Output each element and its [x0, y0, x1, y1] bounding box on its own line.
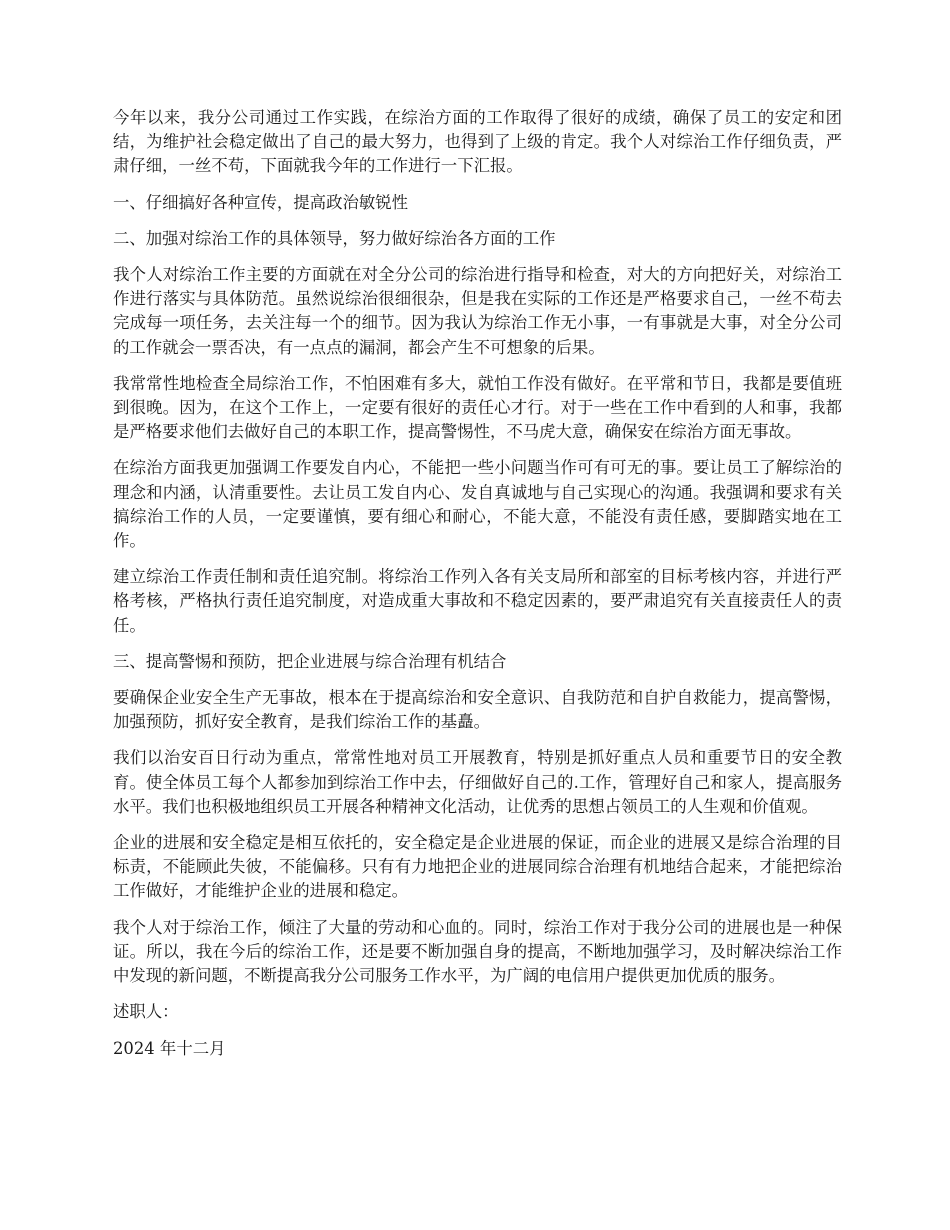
section-2-heading: 二、加强对综治工作的具体领导，努力做好综治各方面的工作: [113, 228, 556, 248]
document-body: [113, 106, 842, 1073]
section-3-paragraph: 我们以治安百日行动为重点，常常性地对员工开展教育，特别是抓好重点人员和重要节日的安全教育。使全体员工每个人都参加到综治工作中去，仔细做好自己的.工作，管理好自己和家人，提高服务水平。我们也积极地组织员工开展各种精神文化活动，让优秀的思想占领员工的人生观和价值观。: [113, 748, 842, 816]
document-date: 2024 年十二月: [113, 1038, 226, 1058]
section-2-paragraph: 我常常性地检查全局综治工作，不怕困难有多大，就怕工作没有做好。在平常和节日，我都是要值班到很晚。因为，在这个工作上，一定要有很好的责任心才行。对于一些在工作中看到的人和事，我都是严格要求他们去做好自己的本职工作，提高警惕性，不马虎大意，确保安在综治方面无事故。: [113, 373, 842, 442]
section-2-paragraph: 建立综治工作责任制和责任追究制。将综治工作列入各有关支局所和部室的目标考核内容，并进行严格考核，严格执行责任追究制度，对造成重大事故和不稳定因素的，要严肃追究有关直接责任人的责任。: [113, 567, 842, 635]
section-3-paragraph: 我个人对于综治工作，倾注了大量的劳动和心血的。同时，综治工作对于我分公司的进展也是一种保证。所以，我在今后的综治工作，还是要不断加强自身的提高，不断地加强学习，及时解决综治工作中发现的新问题，不断提高我分公司服务工作水平，为广阔的电信用户提供更加优质的服务。: [113, 917, 842, 986]
intro-paragraph: 今年以来，我分公司通过工作实践，在综治方面的工作取得了很好的成绩，确保了员工的安定和团结，为维护社会稳定做出了自己的最大努力，也得到了上级的肯定。我个人对综治工作仔细负责，严肃仔细，一丝不苟，下面就我今年的工作进行一下汇报。: [113, 108, 842, 176]
signature-label: 述职人：: [113, 1002, 179, 1022]
section-2-paragraph: 在综治方面我更加强调工作要发自内心，不能把一些小问题当作可有可无的事。要让员工了解综治的理念和内涵，认清重要性。去让员工发自内心、发自真诚地与自己实现心的沟通。我强调和要求有关搞综治工作的人员，一定要谨慎，要有细心和耐心，不能大意，不能没有责任感，要脚踏实地在工作。: [113, 458, 842, 551]
section-3-paragraph: 企业的进展和安全稳定是相互依托的，安全稳定是企业进展的保证，而企业的进展又是综合治理的目标责，不能顾此失彼，不能偏移。只有有力地把企业的进展同综合治理有机地结合起来，才能把综治工作做好，才能维护企业的进展和稳定。: [113, 833, 842, 901]
section-3-paragraph: 要确保企业安全生产无事故，根本在于提高综治和安全意识、自我防范和自护自救能力，提高警惕，加强预防，抓好安全教育，是我们综治工作的基矗。: [113, 688, 842, 732]
section-1-heading: 一、仔细搞好各种宣传，提高政治敏锐性: [113, 192, 409, 212]
section-3-heading: 三、提高警惕和预防，把企业进展与综合治理有机结合: [113, 651, 507, 671]
section-2-paragraph: 我个人对综治工作主要的方面就在对全分公司的综治进行指导和检查，对大的方向把好关，对综治工作进行落实与具体防范。虽然说综治很细很杂，但是我在实际的工作还是严格要求自己，一丝不苟去完成每一项任务，去关注每一个的细节。因为我认为综治工作无小事，一有事就是大事，对全分公司的工作就会一票否决，有一点点的漏洞，都会产生不可想象的后果。: [113, 265, 842, 357]
